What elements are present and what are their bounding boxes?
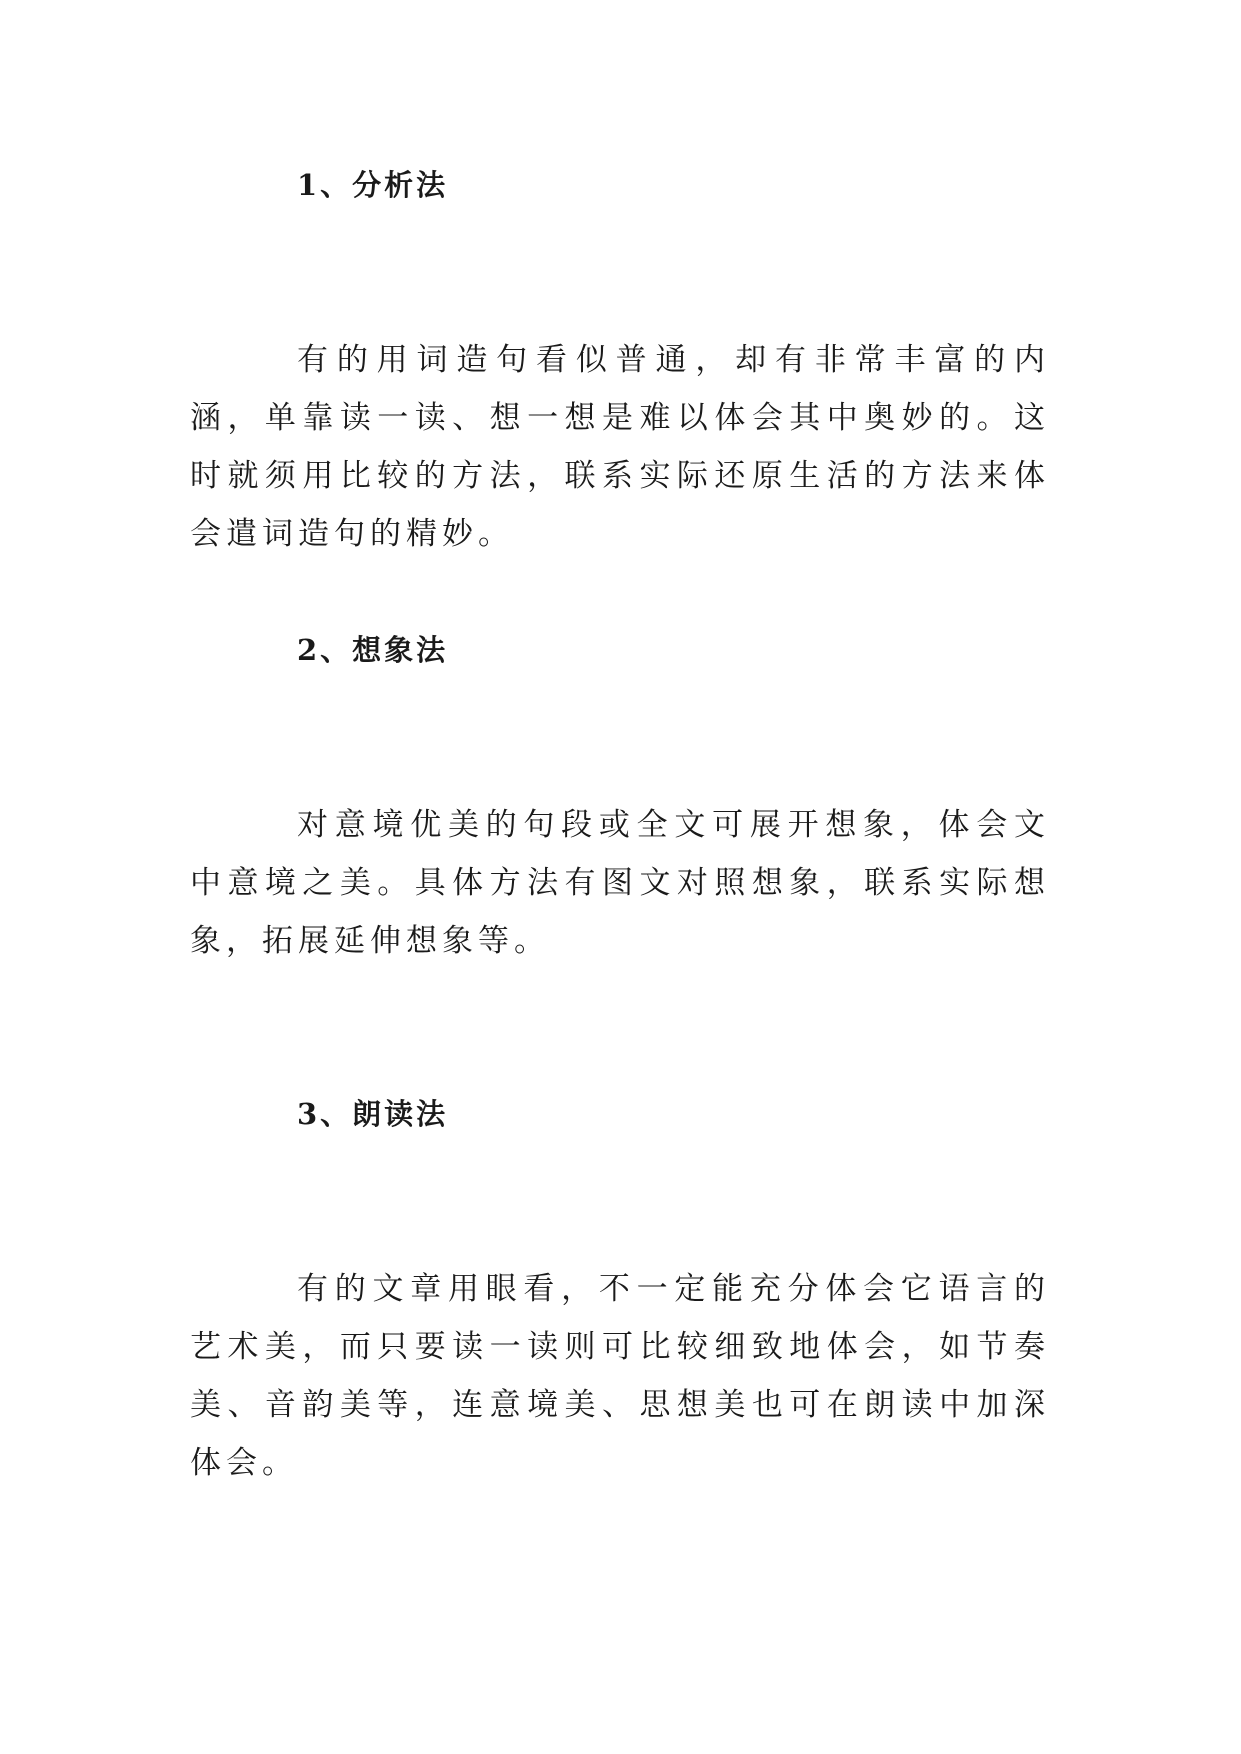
- section-paragraph-imagination: 对意境优美的句段或全文可展开想象，体会文中意境之美。具体方法有图文对照想象，联系实际想象，拓展延伸想象等。: [190, 807, 1050, 959]
- section-heading-reading-aloud: 3、朗读法: [297, 1097, 449, 1131]
- section-paragraph-analysis: 有的用词造句看似普通，却有非常丰富的内涵，单靠读一读、想一想是难以体会其中奥妙的。这时就须用比较的方法，联系实际还原生活的方法来体会遣词造句的精妙。: [190, 342, 1050, 552]
- section-heading-imagination: 2、想象法: [297, 633, 449, 667]
- section-heading-analysis: 1、分析法: [297, 168, 449, 202]
- section-paragraph-reading-aloud: 有的文章用眼看，不一定能充分体会它语言的艺术美，而只要读一读则可比较细致地体会，如节奏美、音韵美等，连意境美、思想美也可在朗读中加深体会。: [190, 1271, 1050, 1481]
